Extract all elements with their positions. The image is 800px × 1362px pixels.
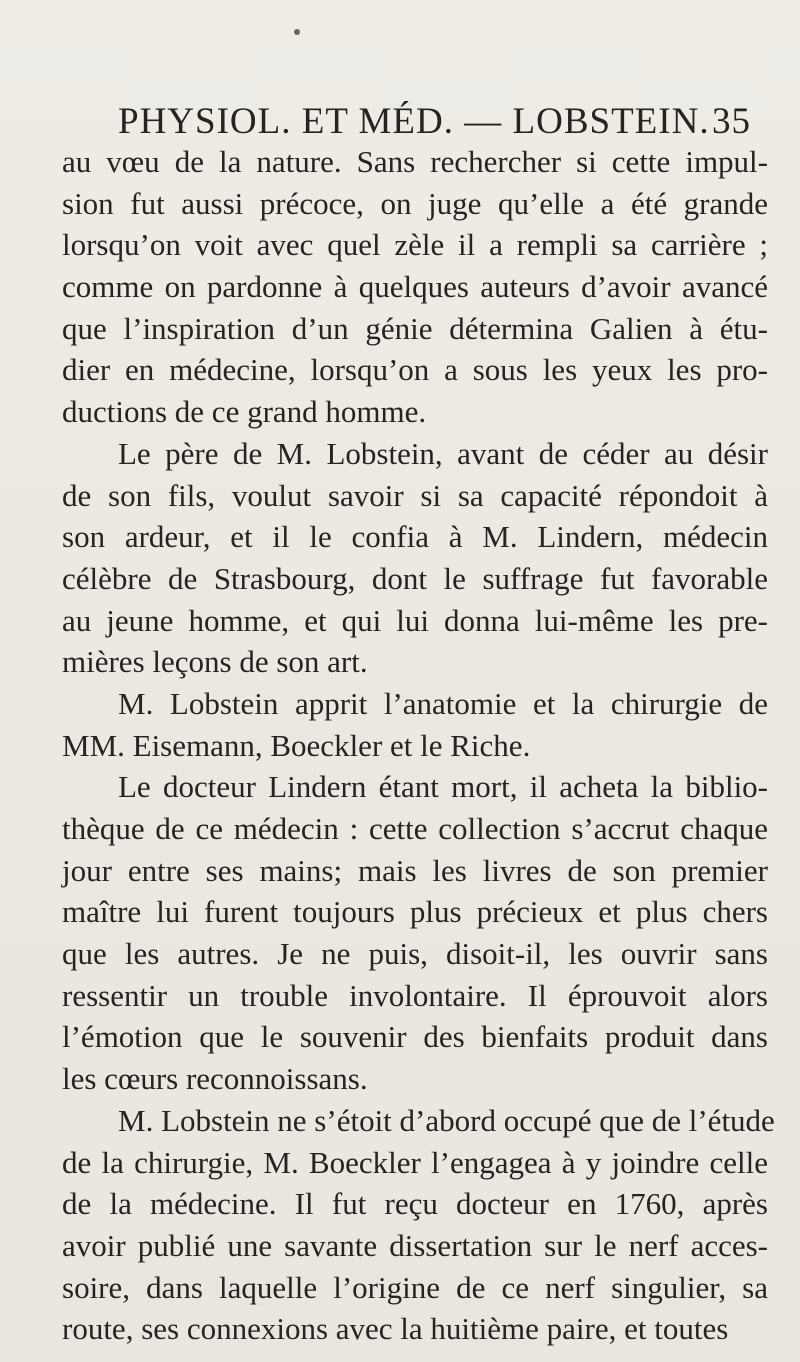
paragraph-first-line: Le père de M. Lobstein, avant de céder au désir <box>118 436 768 471</box>
text-line: comme on pardonne à quelques auteurs d’avoir avancé <box>62 269 768 304</box>
text-line: de son fils, voulut savoir si sa capacité répondoit à <box>62 478 768 513</box>
paragraph-first-line: M. Lobstein apprit l’anatomie et la chirurgie de <box>118 686 768 721</box>
text-line: que l’inspiration d’un génie détermina Galien à étu- <box>62 311 768 346</box>
text-line: route, ses connexions avec la huitième paire, et toutes <box>62 1311 729 1346</box>
text-line: que les autres. Je ne puis, disoit-il, les ouvrir sans <box>62 936 768 971</box>
text-line: avoir publié une savante dissertation sur le nerf acces- <box>62 1228 768 1263</box>
text-line: dier en médecine, lorsqu’on a sous les yeux les pro- <box>62 352 768 387</box>
text-line: au vœu de la nature. Sans rechercher si cette impul- <box>62 144 768 179</box>
text-line: son ardeur, et il le confia à M. Lindern, médecin <box>62 519 768 554</box>
ink-spot <box>294 29 300 35</box>
text-line: jour entre ses mains; mais les livres de son premier <box>62 853 768 888</box>
text-line: thèque de ce médecin : cette collection s’accrut chaque <box>62 811 768 846</box>
text-line: de la chirurgie, M. Boeckler l’engagea à y joindre celle <box>62 1145 768 1180</box>
text-line: l’émotion que le souvenir des bienfaits produit dans <box>62 1019 768 1054</box>
text-line: MM. Eisemann, Boeckler et le Riche. <box>62 728 531 763</box>
text-line: célèbre de Strasbourg, dont le suffrage fut favorable <box>62 561 768 596</box>
text-line: sion fut aussi précoce, on juge qu’elle a été grande <box>62 186 768 221</box>
paragraph-first-line: Le docteur Lindern étant mort, il acheta la biblio- <box>118 769 768 804</box>
text-line: lorsqu’on voit avec quel zèle il a rempli sa carrière ; <box>62 227 768 262</box>
running-title: PHYSIOL. ET MÉD. — LOBSTEIN. <box>118 101 710 142</box>
page-number: 35 <box>712 101 751 142</box>
text-line: soire, dans laquelle l’origine de ce nerf singulier, sa <box>62 1270 768 1305</box>
text-line: mières leçons de son art. <box>62 644 368 679</box>
running-header <box>0 98 800 146</box>
text-line: de la médecine. Il fut reçu docteur en 1760, après <box>62 1186 768 1221</box>
text-line: les cœurs reconnoissans. <box>62 1061 368 1096</box>
text-line: ressentir un trouble involontaire. Il éprouvoit alors <box>62 978 768 1013</box>
paragraph-first-line: M. Lobstein ne s’étoit d’abord occupé que de l’étude <box>118 1103 775 1138</box>
text-line: au jeune homme, et qui lui donna lui-même les pre- <box>62 603 768 638</box>
text-line: ductions de ce grand homme. <box>62 394 427 429</box>
text-line: maître lui furent toujours plus précieux et plus chers <box>62 894 768 929</box>
